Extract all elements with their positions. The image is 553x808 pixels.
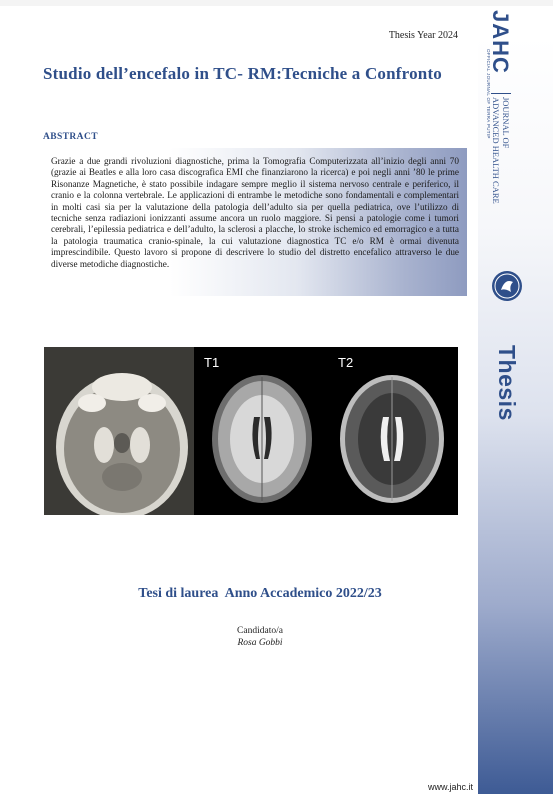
- mri-t2-image: [326, 347, 458, 515]
- mri-t1-image: [194, 347, 326, 515]
- candidate-label: Candidato/a: [237, 626, 283, 636]
- jahc-logo: JAHC: [488, 10, 513, 74]
- page-title: Studio dell’encefalo in TC- RM:Tecniche a Confronto: [43, 64, 443, 83]
- abstract-heading: ABSTRACT: [43, 132, 98, 142]
- t2-label: T2: [338, 355, 354, 370]
- thesis-year: Thesis Year 2024: [388, 30, 458, 41]
- candidate-name: Rosa Gobbi: [237, 638, 283, 648]
- journal-name: [491, 93, 511, 204]
- brain-figure: [44, 347, 458, 515]
- ct-scan-drawing: [44, 347, 194, 515]
- t1-label: T1: [204, 355, 220, 370]
- ct-scan-image: [44, 347, 194, 515]
- tesi-line: Tesi di laurea Anno Accademico 2022/23: [138, 586, 382, 601]
- logo-subtitle: OFFICIAL JOURNAL OF TERRA PUTIP: [486, 49, 491, 139]
- mri-t1-drawing: [194, 347, 326, 515]
- journal-name-line2: ADVANCED HEALTH CARE: [491, 93, 501, 204]
- top-rule: [0, 0, 553, 6]
- abstract-text: Grazie a due grandi rivoluzioni diagnostiche, prima la Tomografia Computerizzata all’inizio degli anni 70 (grazie ai Beatles e alla loro casa discografica EMI che finanziarono la ricerca) e poi negli anni ’80 le prime Risonanze Magnetiche, è stato possibile indagare sempre meglio il sistema nervoso centrale e periferico, il cranio e la colonna vertebrale. Le applicazioni di entrambe le metodiche sono fondamentali e complementari in molti casi sia per la valutazione della patologia dell’adulto sia per quella pediatrica, ove l’utilizzo di tecniche senza radiazioni ionizzanti assume ancora un ruolo maggiore. Si pensi a patologie come i tumori cerebrali, l’epilessia pediatrica e dell’adulto, la sclerosi a placche, lo stroke ischemico ed emorragico e a tutta la patologia traumatica cranio-spinale, la cui valutazione diagnostica TC e/o RM è ormai divenuta imprescindibile. Questo lavoro si propone di descrivere lo studio del distretto encefalico attraverso le due diverse metodiche diagnostiche.: [51, 156, 459, 269]
- journal-name-line1: JOURNAL OF: [501, 93, 511, 204]
- journal-emblem-icon: [491, 270, 523, 302]
- abstract-box: [43, 148, 467, 296]
- website-link[interactable]: www.jahc.it: [427, 782, 473, 792]
- section-label-thesis: Thesis: [494, 345, 520, 421]
- mri-t2-drawing: [326, 347, 458, 515]
